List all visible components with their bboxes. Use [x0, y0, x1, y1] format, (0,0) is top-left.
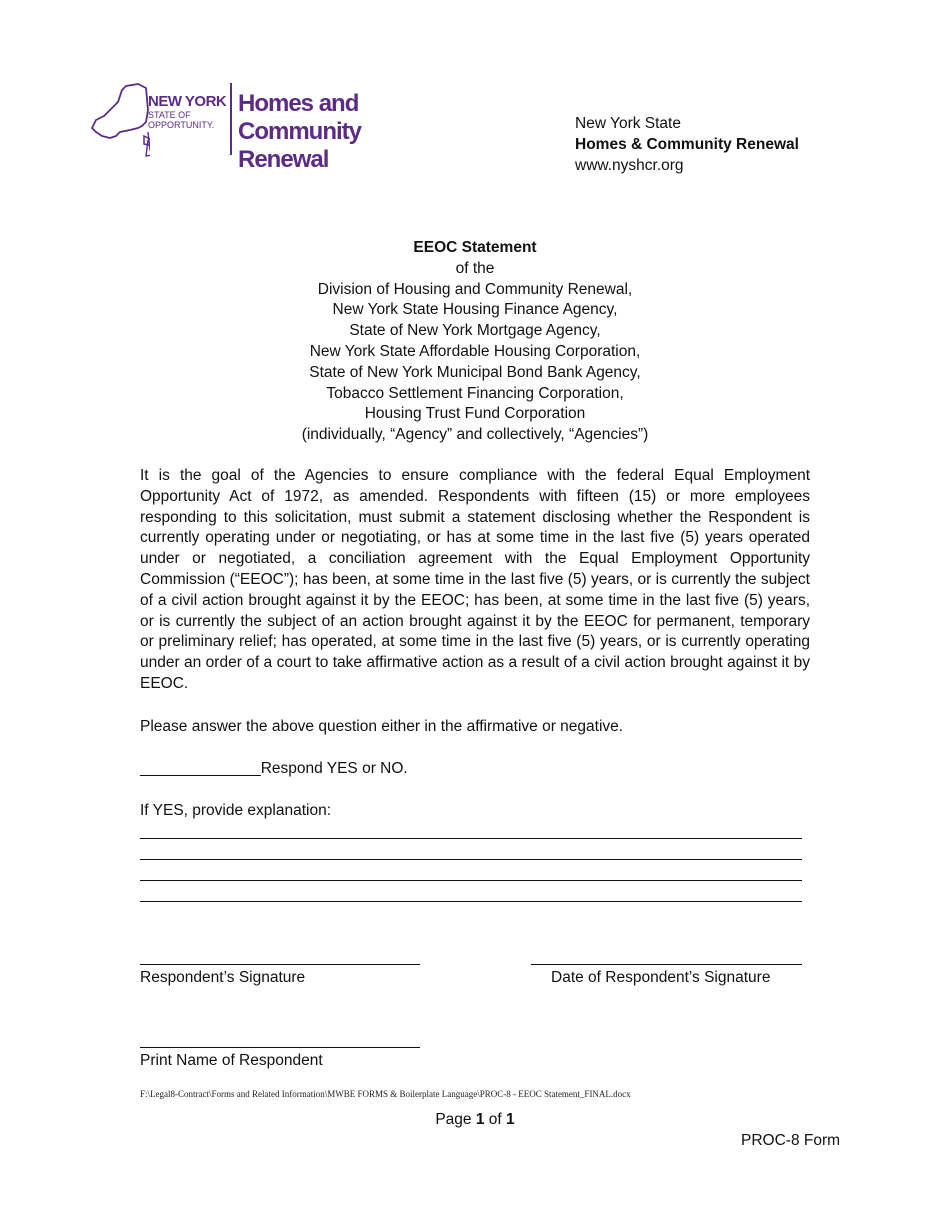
title-line: State of New York Municipal Bond Bank Agency, [309, 363, 641, 381]
address-agency: Homes & Community Renewal [575, 136, 799, 153]
title-line: of the [455, 259, 495, 277]
signature-date-label: Date of Respondent’s Signature [551, 969, 771, 986]
print-name-line[interactable] [140, 1047, 420, 1048]
respondent-signature-label: Respondent’s Signature [140, 969, 306, 986]
title-line: New York State Affordable Housing Corporation, [309, 342, 641, 360]
explanation-line[interactable] [140, 838, 802, 839]
page-number: Page 1 of 1 [435, 1111, 515, 1128]
print-name-label: Print Name of Respondent [140, 1052, 323, 1069]
document-title: EEOC Statement [413, 239, 537, 256]
address-website: www.nyshcr.org [575, 157, 684, 174]
title-line: (individually, “Agency” and collectively, “Agencies”) [301, 426, 649, 444]
logo-state-of-opportunity: STATE OF OPPORTUNITY. [148, 110, 215, 130]
title-line: State of New York Mortgage Agency, [349, 322, 601, 340]
title-line: Division of Housing and Community Renewal, [317, 280, 633, 298]
form-identifier: PROC-8 Form [741, 1132, 841, 1149]
explanation-line[interactable] [140, 901, 802, 902]
title-line: Tobacco Settlement Financing Corporation, [326, 384, 624, 402]
logo-new-york-text: NEW YORK [148, 93, 227, 110]
eeoc-body-paragraph: It is the goal of the Agencies to ensure compliance with the federal Equal Employment Opportunity Act of 1972, as amended. Respondents with fifteen (15) or more employees responding to this solicitation, must submit a statement disclosing whether the Respondent is currently operating under or negotiating, or has at some time in the last five (5) years operated under or negotiated, a conciliation agreement with the Equal Employment Opportunity Commission (“EEOC”); has been, at some time in the last five (5) years, or is currently the subject of a civil action brought against it by the EEOC; has been, at some time in the last five (5) years, or is currently the subject of an action brought against it by the EEOC for permanent, temporary or preliminary relief; has operated, at some time in the last five (5) years, or is currently operating under an order of a court to take affirmative action as a result of a civil action brought against it by EEOC. [140, 467, 810, 692]
explanation-line[interactable] [140, 880, 802, 881]
nys-hcr-logo [90, 80, 450, 173]
logo-divider [230, 83, 232, 155]
instruction-text: Please answer the above question either in the affirmative or negative. [140, 718, 624, 735]
file-path: F:\Legal8-Contract\Forms and Related Information\MWBE FORMS & Boilerplate Language\PROC-8 - EEOC Statement_FINAL.docx [140, 1089, 631, 1099]
title-line: Housing Trust Fund Corporation [364, 405, 586, 423]
title-line: New York State Housing Finance Agency, [332, 301, 618, 319]
new-york-state-map-icon [90, 80, 150, 160]
statement-title-block [140, 238, 810, 446]
respond-yes-no-field[interactable] [140, 759, 408, 780]
explanation-label: If YES, provide explanation: [140, 802, 332, 819]
agency-address [575, 113, 799, 176]
signature-date-line[interactable] [531, 964, 802, 965]
respond-blank[interactable]: ______________ [140, 760, 261, 777]
explanation-line[interactable] [140, 859, 802, 860]
respond-label: Respond YES or NO. [260, 760, 408, 777]
logo-agency-name: Homes and Community Renewal [238, 90, 361, 173]
address-state: New York State [575, 115, 681, 132]
respondent-signature-line[interactable] [140, 964, 420, 965]
